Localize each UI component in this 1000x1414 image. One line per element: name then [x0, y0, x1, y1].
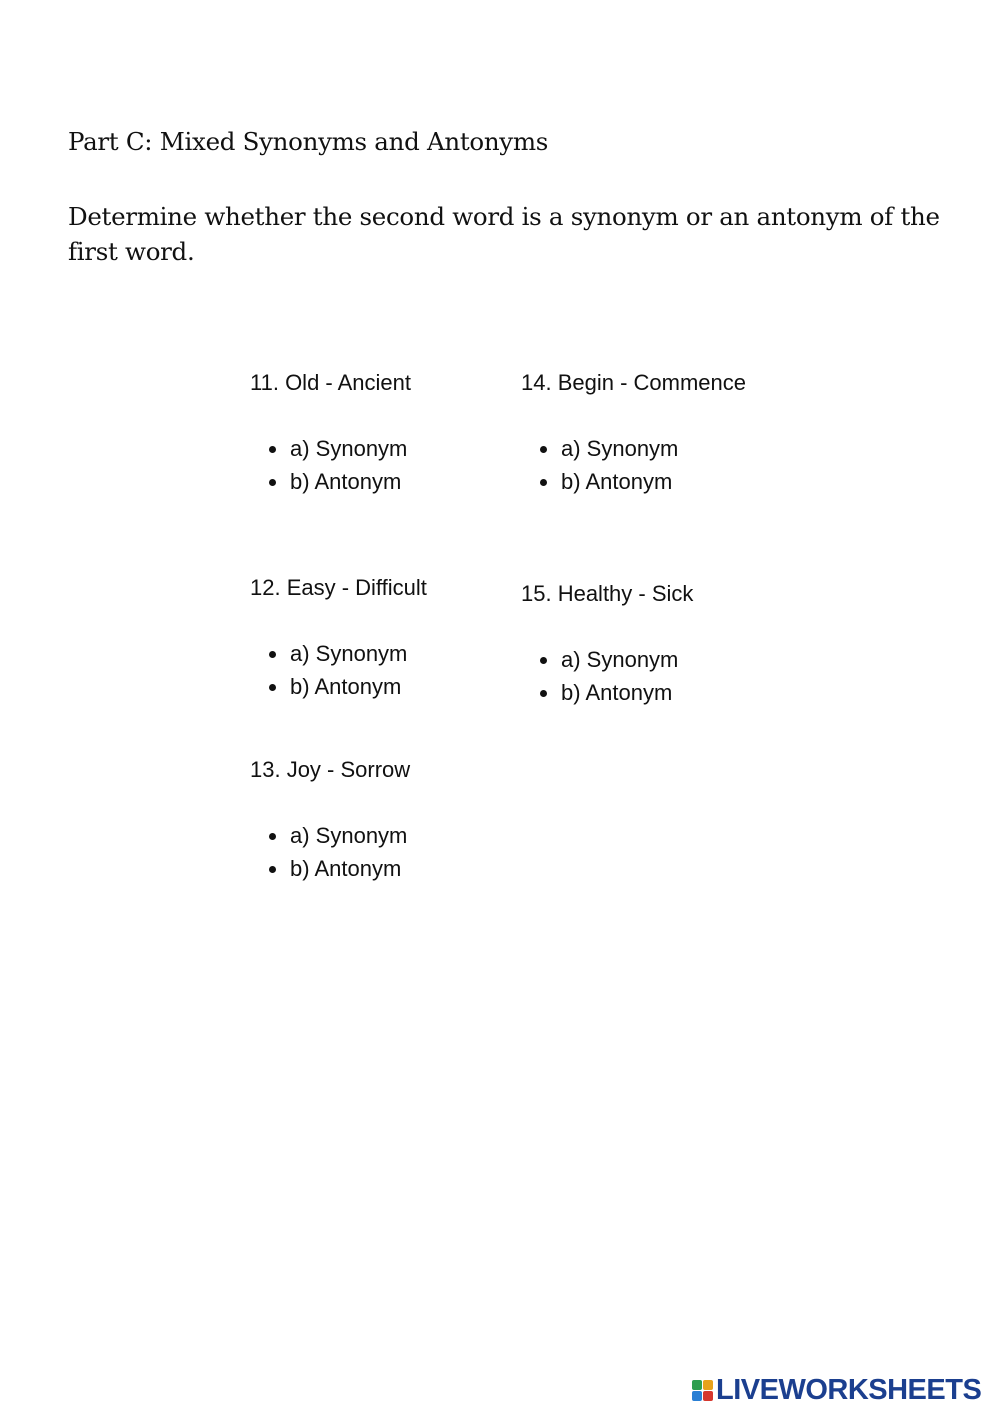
option-antonym[interactable]	[521, 680, 693, 713]
options-list	[521, 647, 693, 713]
section-heading: Part C: Mixed Synonyms and Antonyms	[68, 127, 549, 156]
question-title: 12. Easy - Difficult	[250, 575, 427, 600]
option-antonym[interactable]	[250, 674, 427, 707]
options-list	[250, 641, 427, 707]
bullet-icon	[269, 833, 276, 840]
option-label: b) Antonym	[290, 856, 402, 881]
option-label: a) Synonym	[561, 436, 679, 461]
question-15	[521, 581, 693, 713]
option-synonym[interactable]	[521, 647, 693, 680]
bullet-icon	[269, 866, 276, 873]
question-11	[250, 370, 411, 502]
options-list	[521, 436, 746, 502]
question-title: 11. Old - Ancient	[250, 370, 412, 395]
bullet-icon	[269, 479, 276, 486]
option-antonym[interactable]	[521, 469, 746, 502]
bullet-icon	[269, 651, 276, 658]
option-antonym[interactable]	[250, 469, 411, 502]
bullet-icon	[540, 657, 547, 664]
option-label: a) Synonym	[561, 647, 679, 672]
question-13	[250, 757, 410, 889]
option-label: b) Antonym	[561, 680, 673, 705]
options-list	[250, 436, 411, 502]
option-label: b) Antonym	[290, 469, 402, 494]
option-label: b) Antonym	[290, 674, 402, 699]
question-title: 15. Healthy - Sick	[521, 581, 694, 606]
option-label: a) Synonym	[290, 436, 408, 461]
logo-square-icon	[692, 1391, 702, 1401]
logo-square-icon	[703, 1391, 713, 1401]
bullet-icon	[540, 446, 547, 453]
bullet-icon	[269, 446, 276, 453]
option-synonym[interactable]	[250, 641, 427, 674]
logo-mark-icon	[692, 1380, 713, 1401]
option-synonym[interactable]	[250, 823, 410, 856]
logo-square-icon	[703, 1380, 713, 1390]
logo-square-icon	[692, 1380, 702, 1390]
option-synonym[interactable]	[250, 436, 411, 469]
bullet-icon	[540, 479, 547, 486]
bullet-icon	[540, 690, 547, 697]
option-synonym[interactable]	[521, 436, 746, 469]
options-list	[250, 823, 410, 889]
question-14	[521, 370, 746, 502]
liveworksheets-logo	[692, 1374, 981, 1406]
option-label: a) Synonym	[290, 641, 408, 666]
question-title: 14. Begin - Commence	[521, 370, 746, 395]
option-label: b) Antonym	[561, 469, 673, 494]
question-12	[250, 575, 427, 707]
brand-name: LIVEWORKSHEETS	[716, 1373, 982, 1406]
question-title: 13. Joy - Sorrow	[250, 757, 411, 782]
bullet-icon	[269, 684, 276, 691]
instructions-text: Determine whether the second word is a synonym or an antonym of the first word.	[68, 202, 940, 266]
option-antonym[interactable]	[250, 856, 410, 889]
option-label: a) Synonym	[290, 823, 408, 848]
